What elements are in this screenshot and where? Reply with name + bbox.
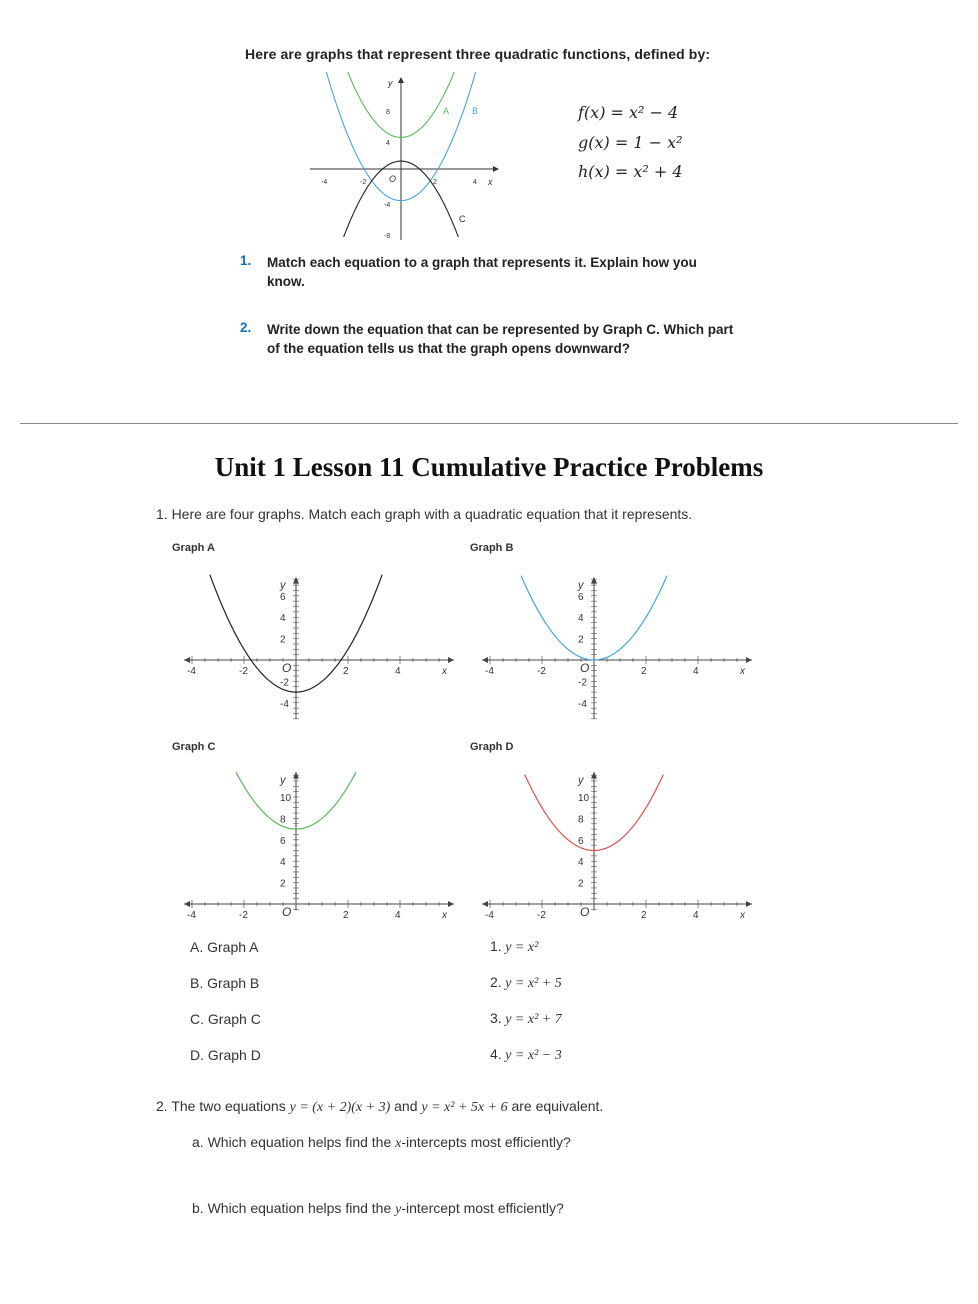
y-tick-label: 2 xyxy=(578,634,584,646)
graph-c xyxy=(178,762,463,927)
option-c: C. Graph C xyxy=(190,1011,261,1027)
y-tick-label: 2 xyxy=(280,878,286,890)
x-axis-label: x xyxy=(740,910,745,921)
x-tick-label: 4 xyxy=(395,910,401,921)
x-axis-label: x xyxy=(740,666,745,677)
y-axis-label: y xyxy=(578,774,584,787)
x-axis-arrow xyxy=(746,657,752,663)
x-tick-label: 4 xyxy=(693,910,699,921)
top-origin-label: O xyxy=(389,174,397,184)
problem-2b-post: -intercept most efficiently? xyxy=(401,1200,564,1216)
y-axis-arrow xyxy=(293,577,299,584)
equation-2-text: y = x² + 5 xyxy=(505,976,562,991)
question-2-text: Write down the equation that can be represented by Graph C. Which part of the equation tells us that the graph opens downward? xyxy=(267,322,734,356)
graph-a-label: Graph A xyxy=(172,542,215,554)
top-xtick: 2 xyxy=(433,179,437,186)
y-tick-label: 4 xyxy=(578,857,584,869)
equation-3-text: y = x² + 7 xyxy=(505,1012,562,1027)
x-tick-label: -4 xyxy=(187,666,196,677)
y-tick-label: 4 xyxy=(280,613,286,625)
x-tick-label: 2 xyxy=(343,666,349,677)
top-quadratic-graph xyxy=(300,72,510,244)
equation-4-text: y = x² − 3 xyxy=(505,1048,562,1063)
x-tick-label: 2 xyxy=(641,666,647,677)
graph-d xyxy=(476,762,761,927)
y-tick-label: 8 xyxy=(578,814,584,826)
top-xtick: -2 xyxy=(360,179,367,186)
question-2 xyxy=(240,320,750,358)
y-axis-arrow xyxy=(591,771,597,778)
x-axis-label: x xyxy=(442,666,447,677)
question-1-number: 1. xyxy=(240,253,252,268)
top-label-c: C xyxy=(459,214,466,224)
graph-b-label: Graph B xyxy=(470,542,514,554)
x-axis-arrow xyxy=(448,657,454,663)
x-tick-label: -2 xyxy=(537,910,546,921)
x-axis-arrow xyxy=(482,901,488,907)
top-label-a: A xyxy=(443,106,450,116)
y-tick-label: 6 xyxy=(280,591,286,603)
function-h: h(x) = x² + 4 xyxy=(578,162,683,181)
x-tick-label: -4 xyxy=(485,910,494,921)
y-tick-label: -4 xyxy=(578,698,587,710)
y-tick-label: 6 xyxy=(578,591,584,603)
origin-label: O xyxy=(282,905,292,919)
y-tick-label: 10 xyxy=(578,793,590,804)
section-divider xyxy=(20,423,958,424)
y-tick-label: 4 xyxy=(280,857,286,869)
x-tick-label: -2 xyxy=(239,666,248,677)
origin-label: O xyxy=(580,661,590,675)
graph-a xyxy=(178,562,463,732)
y-axis-arrow xyxy=(591,577,597,584)
origin-label: O xyxy=(282,661,292,675)
option-d: D. Graph D xyxy=(190,1047,261,1063)
top-ytick: -4 xyxy=(384,202,391,209)
equation-3-number: 3. xyxy=(490,1010,502,1026)
equation-4-number: 4. xyxy=(490,1046,502,1062)
problem-2b xyxy=(192,1200,564,1218)
problem-2-tail: are equivalent. xyxy=(511,1098,604,1114)
option-a: A. Graph A xyxy=(190,939,259,955)
graph-d-label: Graph D xyxy=(470,741,514,753)
x-axis-arrow xyxy=(448,901,454,907)
y-tick-label: 8 xyxy=(280,814,286,826)
option-b: B. Graph B xyxy=(190,975,260,991)
x-axis-arrow xyxy=(746,901,752,907)
function-g: g(x) = 1 − x² xyxy=(578,133,683,152)
y-axis-label: y xyxy=(280,579,286,592)
x-tick-label: -2 xyxy=(239,910,248,921)
x-axis-arrow xyxy=(184,657,190,663)
top-y-label: y xyxy=(388,78,393,88)
x-tick-label: -4 xyxy=(485,666,494,677)
problem-2a-var: x xyxy=(395,1136,402,1151)
top-ytick: 8 xyxy=(386,109,390,116)
x-tick-label: 2 xyxy=(343,910,349,921)
problem-1-prompt: 1. Here are four graphs. Match each graph with a quadratic equation that it represents. xyxy=(156,506,693,522)
problem-2-eq1: y = (x + 2)(x + 3) xyxy=(289,1100,391,1115)
y-tick-label: 10 xyxy=(280,793,292,804)
problem-2-prompt xyxy=(156,1098,603,1116)
y-axis-arrow xyxy=(293,771,299,778)
problem-2a xyxy=(192,1134,571,1152)
x-tick-label: -4 xyxy=(187,910,196,921)
x-tick-label: 4 xyxy=(395,666,401,677)
top-label-b: B xyxy=(472,106,479,116)
y-axis-label: y xyxy=(280,774,286,787)
function-f: f(x) = x² − 4 xyxy=(578,103,679,122)
x-axis-label: x xyxy=(442,910,447,921)
x-tick-label: 2 xyxy=(641,910,647,921)
y-tick-label: 6 xyxy=(280,835,286,847)
problem-2-eq2: y = x² + 5x + 6 xyxy=(421,1100,508,1115)
top-ytick: -8 xyxy=(384,233,391,240)
question-2-number: 2. xyxy=(240,320,252,335)
problem-2b-var: y xyxy=(395,1202,402,1217)
page-title: Unit 1 Lesson 11 Cumulative Practice Problems xyxy=(214,452,764,482)
y-tick-label: -4 xyxy=(280,698,289,710)
equation-1-text: y = x² xyxy=(505,940,539,955)
equation-2-number: 2. xyxy=(490,974,502,990)
top-ytick: 4 xyxy=(386,140,390,147)
equation-2 xyxy=(490,974,562,992)
y-tick-label: 2 xyxy=(280,634,286,646)
y-axis-label: y xyxy=(578,579,584,592)
x-tick-label: 4 xyxy=(693,666,699,677)
y-tick-label: 2 xyxy=(578,878,584,890)
question-1 xyxy=(240,253,740,291)
question-1-text: Match each equation to a graph that represents it. Explain how you know. xyxy=(267,255,697,289)
top-x-label: x xyxy=(488,177,493,187)
y-tick-label: -2 xyxy=(280,677,289,689)
origin-label: O xyxy=(580,905,590,919)
problem-2b-pre: b. Which equation helps find the xyxy=(192,1200,392,1216)
problem-2-lead: 2. The two equations xyxy=(156,1098,286,1114)
equation-4 xyxy=(490,1046,562,1064)
top-xtick: 4 xyxy=(473,179,477,186)
graph-c-label: Graph C xyxy=(172,741,216,753)
problem-2a-pre: a. Which equation helps find the xyxy=(192,1134,392,1150)
problem-2a-post: -intercepts most efficiently? xyxy=(401,1134,571,1150)
y-tick-label: 6 xyxy=(578,835,584,847)
graph-b xyxy=(476,562,761,732)
x-axis-arrow xyxy=(482,657,488,663)
equation-3 xyxy=(490,1010,562,1028)
y-tick-label: 4 xyxy=(578,613,584,625)
x-axis-arrow xyxy=(184,901,190,907)
top-xtick: -4 xyxy=(321,179,328,186)
equation-1 xyxy=(490,938,538,956)
intro-text: Here are graphs that represent three quadratic functions, defined by: xyxy=(245,46,711,62)
x-tick-label: -2 xyxy=(537,666,546,677)
y-tick-label: -2 xyxy=(578,677,587,689)
equation-1-number: 1. xyxy=(490,938,502,954)
problem-2-and: and xyxy=(394,1098,418,1114)
